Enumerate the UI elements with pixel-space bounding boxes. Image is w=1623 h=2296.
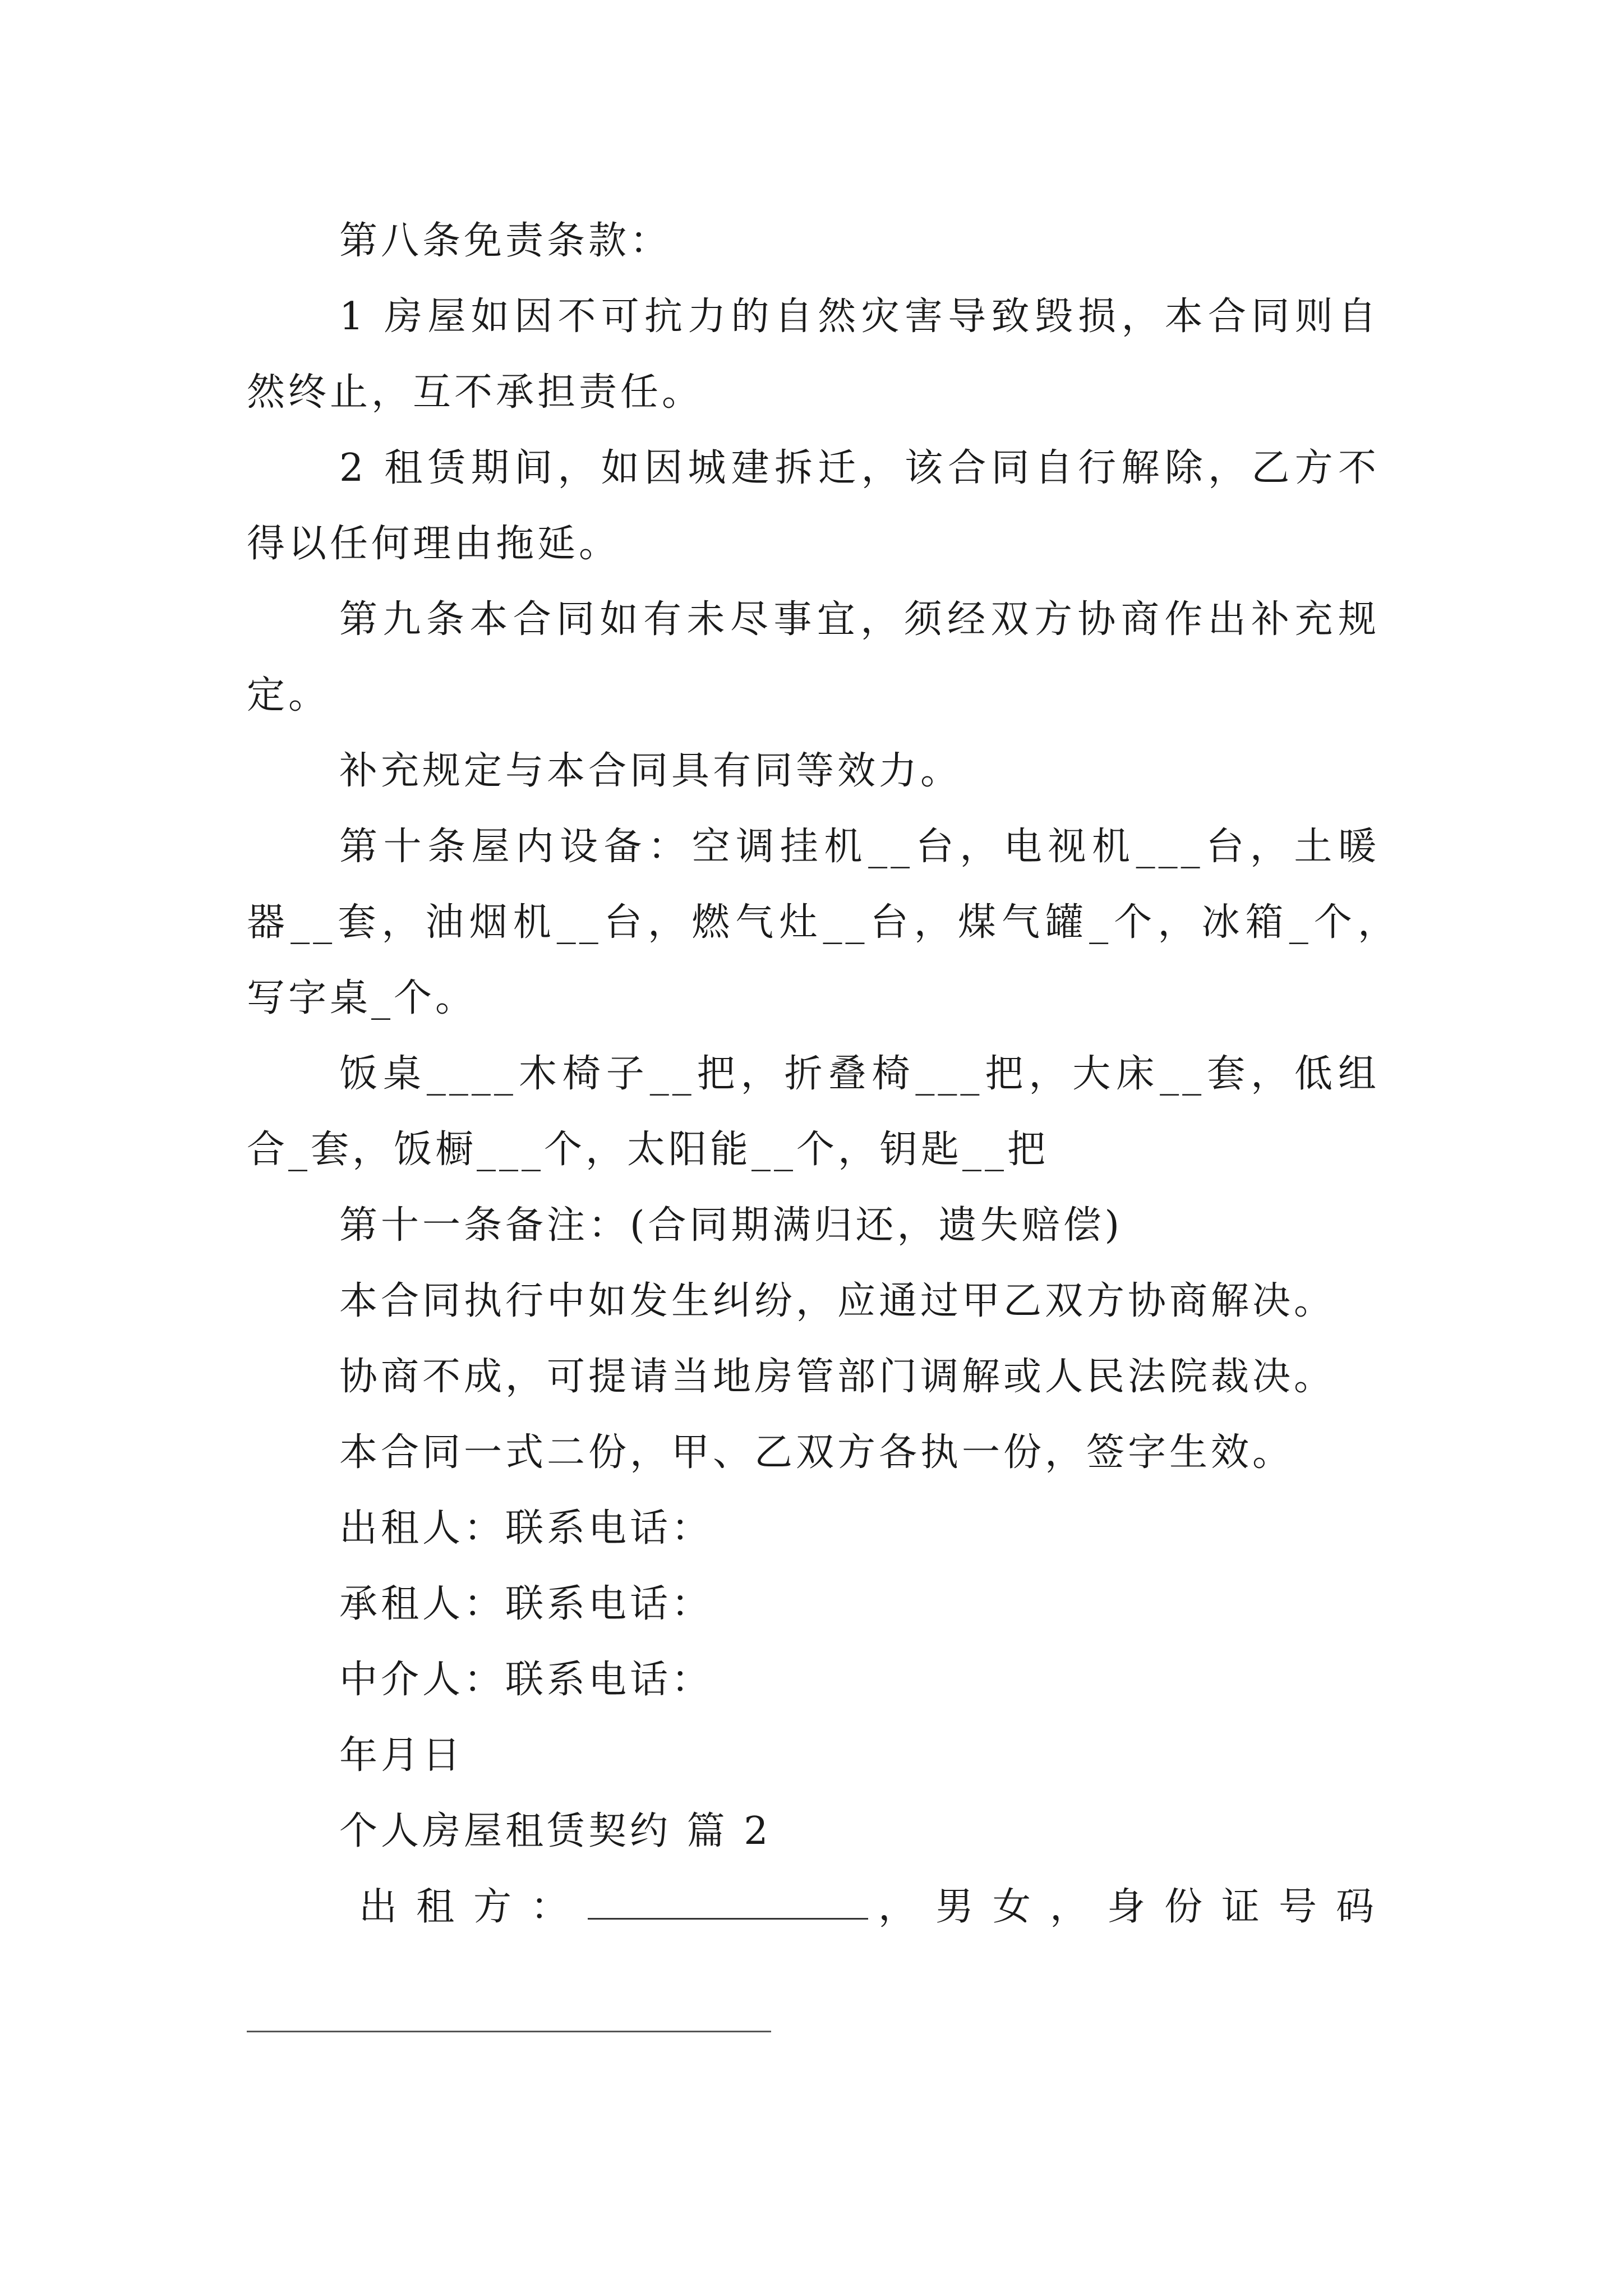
copies-paragraph: 本合同一式二份，甲、乙双方各执一份，签字生效。: [339, 1430, 1294, 1475]
lessee-signature-line: 承租人：联系电话：: [339, 1582, 713, 1626]
section-title: 个人房屋租赁契约 篇 2: [339, 1809, 772, 1853]
article-11-heading: 第十一条备注：(合同期满归还，遗失赔偿): [339, 1203, 1123, 1248]
furniture-line-2: 合_套，饭橱___个，太阳能__个，钥匙__把: [247, 1128, 1049, 1172]
lessor-info-line: [359, 1882, 1393, 1932]
article-10-line-3: 写字桌_个。: [247, 976, 477, 1020]
supplement-paragraph: 补充规定与本合同具有同等效力。: [339, 749, 962, 793]
clause-8-2-line-2: 得以任何理由拖延。: [247, 522, 621, 566]
lessor-signature-line: 出租人：联系电话：: [339, 1506, 713, 1550]
lessor-name-blank: [588, 1882, 868, 1920]
lessor-label: 出租方：: [359, 1885, 588, 1929]
clause-8-2-line-1: 2 租赁期间，如因城建拆迁，该合同自行解除，乙方不: [339, 446, 1380, 490]
dispute-paragraph-line-1: 本合同执行中如发生纠纷，应通过甲乙双方协商解决。: [339, 1279, 1336, 1323]
date-line: 年月日: [339, 1733, 464, 1778]
agent-signature-line: 中介人：联系电话：: [339, 1658, 713, 1702]
article-8-heading: 第八条免责条款：: [339, 219, 672, 263]
article-9-line-1: 第九条本合同如有未尽事宜，须经双方协商作出补充规: [339, 597, 1380, 642]
article-10-line-2: 器__套，油烟机__台，燃气灶__台，煤气罐_个，冰箱_个，: [247, 900, 1399, 945]
dispute-paragraph-line-2: 协商不成，可提请当地房管部门调解或人民法院裁决。: [339, 1355, 1336, 1399]
article-10-line-1: 第十条屋内设备：空调挂机__台，电视机___台，土暖: [339, 825, 1380, 869]
footnote-divider: [247, 2031, 771, 2032]
clause-8-1-line-1: 1 房屋如因不可抗力的自然灾害导致毁损，本合同则自: [339, 295, 1380, 339]
lessor-info-rest: ，男女，身份证号码: [878, 1885, 1394, 1929]
furniture-line-1: 饭桌____木椅子__把，折叠椅___把，大床__套，低组: [339, 1052, 1380, 1096]
article-9-line-2: 定。: [247, 673, 330, 717]
clause-8-1-line-2: 然终止，互不承担责任。: [247, 370, 704, 415]
